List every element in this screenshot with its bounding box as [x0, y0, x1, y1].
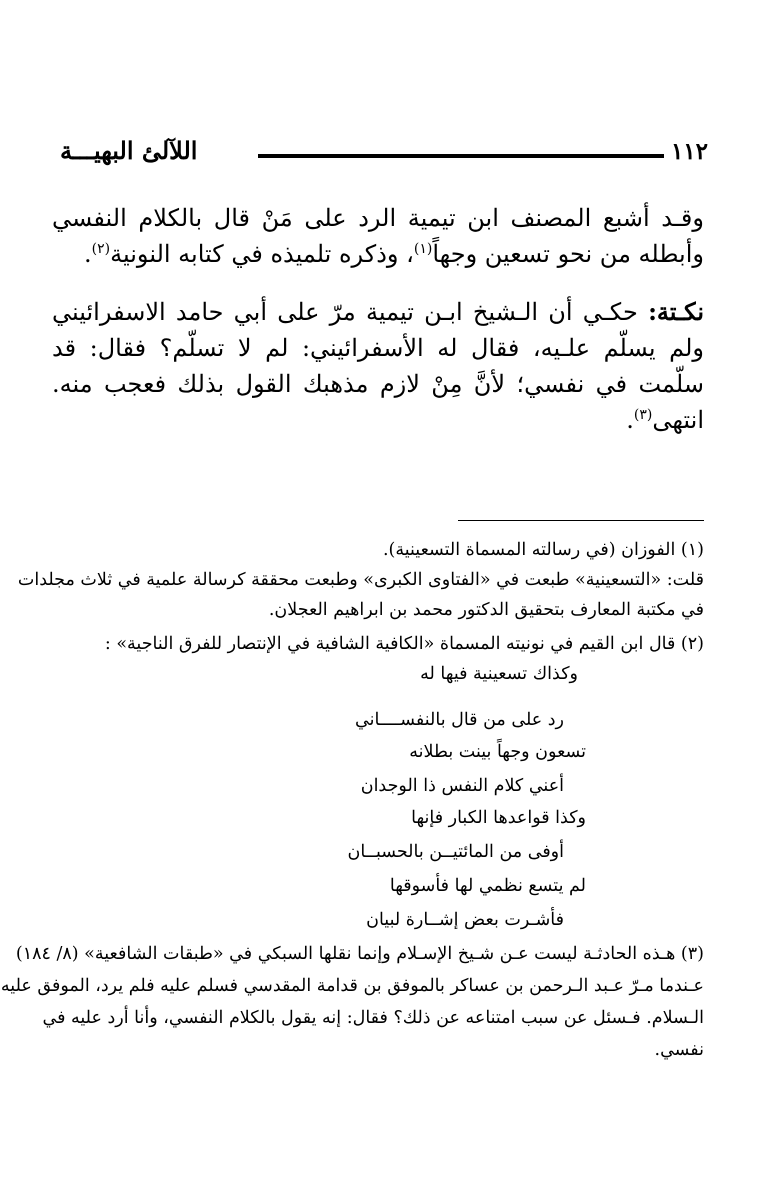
footnote-1-line-1: (١) الفوزان (في رسالته المسماة التسعينية).	[382, 540, 704, 560]
header-rule	[258, 154, 664, 158]
page-header	[60, 136, 708, 176]
poem-verse-1: رد على من قال بالنفســــاني	[354, 710, 564, 730]
footnote-1-line-2: قلت: «التسعينية» طبعت في «الفتاوى الكبرى» وطبعت محققة كرسالة علمية في ثلاث مجلدات	[17, 570, 704, 590]
footnote-ref-1[interactable]: (١)	[413, 241, 433, 257]
para1-mid: ، وذكره تلميذه في كتابه النونية	[110, 240, 414, 268]
footnote-3-line-4: نفسي.	[654, 1040, 704, 1060]
footnote-separator	[458, 520, 704, 521]
poem-verse-4: وكذا قواعدها الكبار فإنها	[411, 808, 586, 828]
footnote-3-line-3: الـسلام. فـسئل عن سبب امتناعه عن ذلك؟ فقال: إنه يقول بالكلام النفسي، وأنا أرد عليه في	[42, 1008, 704, 1028]
poem-verse-3: أعني كلام النفس ذا الوجدان	[360, 776, 564, 796]
page-number: ١١٢	[670, 138, 708, 165]
body-paragraph-1	[52, 200, 704, 272]
book-title: اللآلئ البهيـــة	[60, 136, 198, 165]
poem-verse-5: أوفى من المائتيــن بالحسبــان	[347, 842, 564, 862]
footnote-2-line-1: (٢) قال ابن القيم في نونيته المسماة «الكافية الشافية في الإنتصار للفرق الناجية» :	[104, 634, 704, 654]
footnote-3-line-1: (٣) هـذه الحادثـة ليست عـن شـيخ الإسـلام وإنما نقلها السبكي في «طبقات الشافعية» (٨/ ١٨٤)	[15, 944, 704, 964]
footnote-3-line-2: عـندما مـرّ عـبد الـرحمن بن عساكر بالموفق بن قدامة المقدسي فسلم عليه فلم يرد، الموفق عليه	[0, 976, 704, 996]
footnote-1-line-3: في مكتبة المعارف بتحقيق الدكتور محمد بن ابراهيم العجلان.	[268, 600, 704, 620]
para1-text: وقـد أشبع المصنف ابن تيمية الرد على مَنْ قال بالكلام النفسي وأبطله من نحو تسعين وجهاً	[52, 204, 704, 268]
footnote-ref-3[interactable]: (٣)	[633, 407, 653, 423]
body-paragraph-2	[52, 294, 704, 438]
note-label: نكـتة:	[648, 297, 704, 326]
poem-verse-6: لم يتسع نظمي لها فأسوقها	[389, 876, 586, 896]
poem-verse-7: فأشـرت بعض إشــارة لبيان	[366, 910, 564, 930]
poem-verse-2: تسعون وجهاً بينت بطلانه	[409, 742, 586, 762]
para1-end: .	[84, 240, 92, 268]
footnotes-upper	[17, 540, 704, 694]
footnote-2-line-2: وكذاك تسعينية فيها له	[420, 664, 578, 684]
para2-text: حكـي أن الـشيخ ابـن تيمية مرّ على أبي حامد الاسفرائيني ولم يسلّم علـيه، فقال له الأسفرائيني: لم لا تسلّم؟ فقال: قد سلّمت في نفسي؛ لأنَّ مِنْ لازم مذهبك القول بذلك فعجب منه. انتهى	[52, 298, 704, 434]
footnote-3	[0, 944, 704, 1072]
footnote-ref-2[interactable]: (٢)	[91, 241, 111, 257]
para2-end: .	[626, 406, 634, 434]
